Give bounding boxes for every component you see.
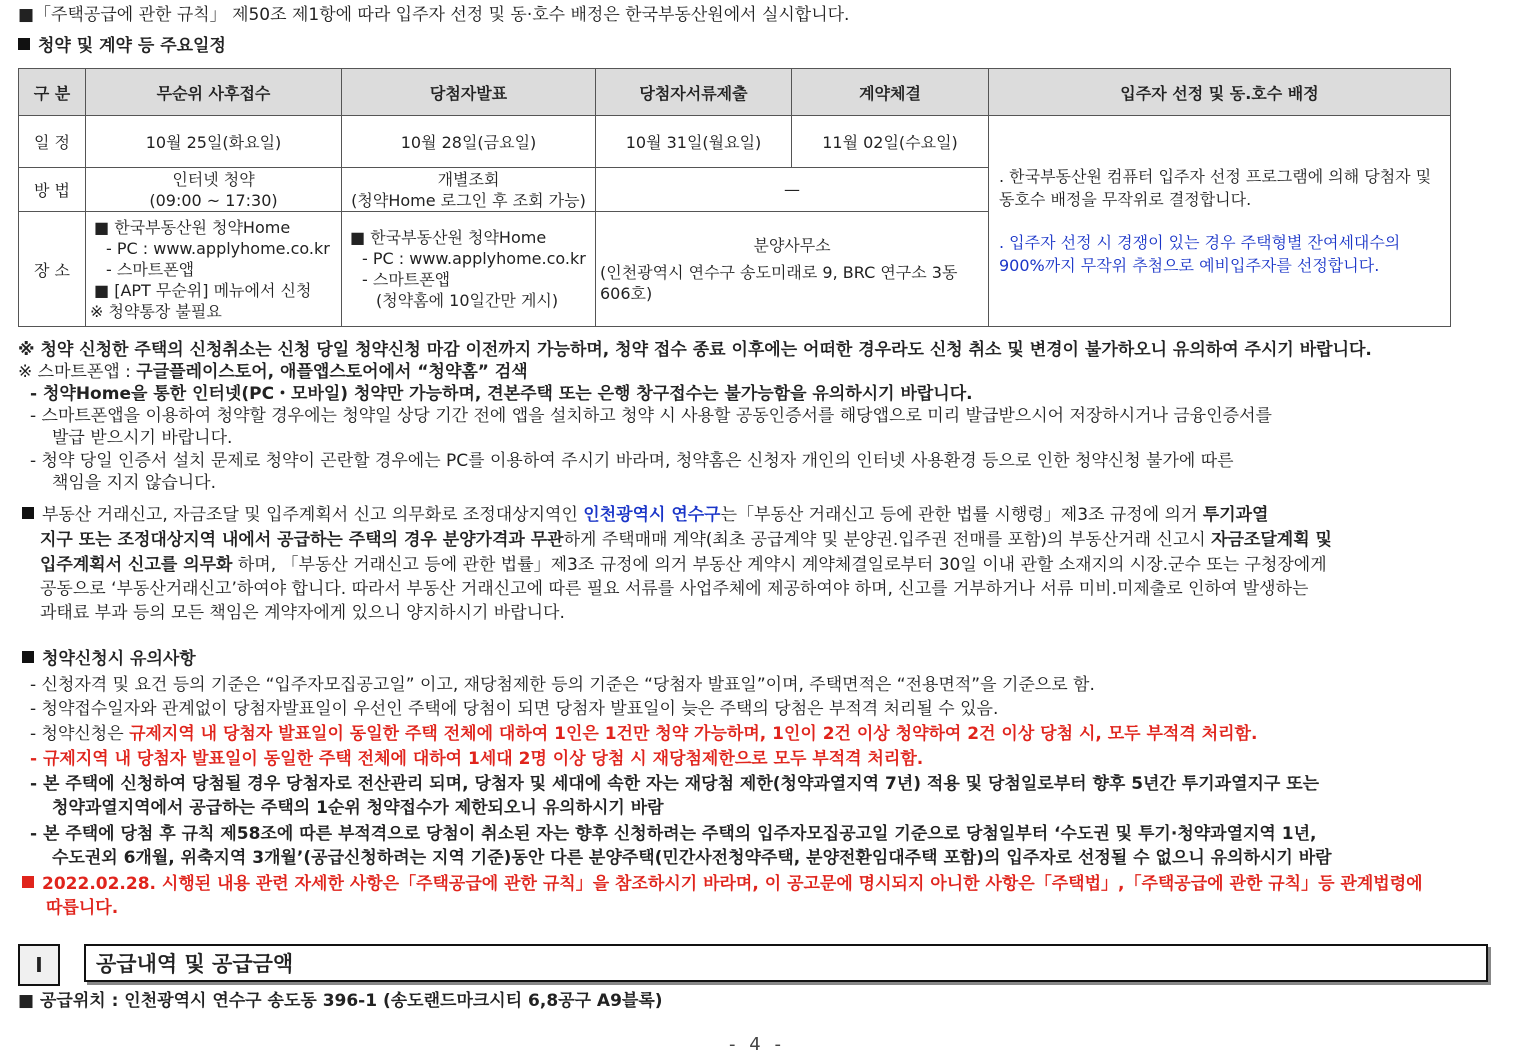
header-contract: 계약체결 [792,69,989,116]
realestate-text: 부동산 거래신고, 자금조달 및 입주계획서 신고 의무화로 조정대상지역인 [42,505,584,525]
bullet-square-icon [18,38,30,50]
bullet-square-icon [22,507,34,519]
assignment-cell [989,116,1451,327]
schedule-heading [18,35,226,57]
realestate-bold: 입주계획서 신고를 의무화 [40,555,233,575]
place-application-pc-link[interactable]: - PC : www.applyhome.co.kr [106,238,330,258]
supply-location: ■ 공급위치 : 인천광역시 연수구 송도동 396-1 (송도랜드마크시티 6,8공구 A9블록) [18,991,663,1011]
section-title: 공급내역 및 공급금액 [84,944,1488,982]
place-application-app: - 스마트폰앱 [106,259,195,279]
caution-5-cont: 청약과열지역에서 공급하는 주택의 1순위 청약접수가 제한되오니 유의하시기 바람 [52,798,664,818]
date-documents: 10월 31일(월요일) [596,116,792,168]
note-smartphone [18,361,528,383]
place-announcement-note: (청약홈에 10일간만 게시) [376,291,559,310]
date-application: 10월 25일(화요일) [86,116,342,168]
table-row-date [19,116,1451,168]
note-certificate-cont: 발급 받으시기 바랍니다. [52,428,233,448]
place-application-menu: ■ [APT 무순위] 메뉴에서 신청 [94,280,312,300]
place-announcement-app: - 스마트폰앱 [362,270,451,289]
place-application-line: ■ 한국부동산원 청약Home [94,217,291,237]
table-header-row [19,69,1451,116]
note-smartphone-label: ※ 스마트폰앱 : [18,362,137,382]
note-cancellation: ※ 청약 신청한 주택의 신청취소는 신청 당일 청약신청 마감 이전까지 가능하며, 청약 접수 종료 이후에는 어떠한 경우라도 신청 취소 및 변경이 불가하오니 유의하여 주시기 바랍니다. [18,340,1372,360]
caution-heading-text: 청약신청시 유의사항 [42,649,196,669]
method-announcement-line: 개별조회 [437,169,500,189]
place-office-address: (인천광역시 연수구 송도미래로 9, BRC 연구소 3동 [600,262,958,282]
method-application [86,168,342,212]
intro-text: ■「주택공급에 관한 규칙」 제50조 제1항에 따라 입주자 선정 및 동·호수 배정은 한국부동산원에서 실시합니다. [18,5,850,25]
schedule-heading-text: 청약 및 계약 등 주요일정 [38,36,226,56]
realestate-bold: 지구 또는 조정대상지역 내에서 공급하는 주택의 경우 분양가격과 무관 [40,530,564,550]
date-contract: 11월 02일(수요일) [792,116,989,168]
date-announcement: 10월 28일(금요일) [342,116,596,168]
realestate-line-3 [40,554,1327,576]
header-unranked-application: 무순위 사후접수 [86,69,342,116]
caution-3-lead: - 청약신청은 [30,724,130,744]
caution-7 [22,873,1423,895]
page-number: - 4 - [729,1034,785,1055]
row-label-date: 일 정 [19,116,86,168]
place-office-title: 분양사무소 [753,235,831,255]
caution-5: - 본 주택에 신청하여 당첨될 경우 당첨자로 전산관리 되며, 당첨자 및 세대에 속한 자는 재당첨 제한(청약과열지역 7년) 적용 및 당첨일로부터 향후 5년간 투기과열지구 또는 [30,774,1320,794]
row-label-method: 방 법 [19,168,86,212]
place-application [86,212,342,327]
realestate-text: 하게 주택매매 계약(최초 공급계약 및 분양권.입주권 전매를 포함)의 부동산거래 신고시 [563,530,1212,550]
realestate-line-5: 과태료 부과 등의 모든 책임은 계약자에게 있으니 양지하시기 바랍니다. [40,603,565,623]
row-label-place: 장 소 [19,212,86,327]
header-winner-announcement: 당첨자발표 [342,69,596,116]
place-application-note: ※ 청약통장 불필요 [90,301,222,321]
realestate-line-1 [22,504,1268,526]
realestate-text: 하며, 「부동산 거래신고 등에 관한 법률」제3조 규정에 의거 부동산 계약시 계약체결일로부터 30일 이내 관할 소재지의 시장.군수 또는 구청장에게 [232,555,1327,575]
caution-4: - 규제지역 내 당첨자 발표일이 동일한 주택 전체에 대하여 1세대 2명 이상 당첨 시 재당첨제한으로 모두 부적격 처리함. [30,749,924,769]
bullet-square-icon [22,876,34,888]
realestate-region: 인천광역시 연수구 [583,505,721,525]
caution-3-red: 규제지역 내 당첨자 발표일이 동일한 주택 전체에 대하여 1인은 1건만 청약 가능하며, 1인이 2건 이상 청약하여 2건 이상 당첨 시, 모두 부적격 처리함. [129,724,1258,744]
place-office [596,212,989,327]
note-certificate: - 스마트폰앱을 이용하여 청약할 경우에는 청약일 상당 기간 전에 앱을 설치하고 청약 시 사용할 공동인증서를 해당앱으로 미리 발급받으시어 저장하시거나 금융인증서를 [30,406,1272,426]
caution-6: - 본 주택에 당첨 후 규칙 제58조에 따른 부적격으로 당첨이 취소된 자는 향후 신청하려는 주택의 입주자모집공고일 기준으로 당첨일부터 ‘수도권 및 투기·청약과열지역 1년, [30,824,1317,844]
caution-7-text: 2022.02.28. 시행된 내용 관련 자세한 사항은「주택공급에 관한 규칙」을 참조하시기 바라며, 이 공고문에 명시되지 아니한 사항은「주택법」,「주택공급에 관한 규칙」등 관계법령에 [42,874,1423,894]
note-online-only: - 청약Home을 통한 인터넷(PC・모바일) 청약만 가능하며, 견본주택 또는 은행 창구접수는 불가능함을 유의하시기 바랍니다. [30,384,973,404]
method-application-line: 인터넷 청약 [172,169,255,189]
realestate-line-2 [40,529,1332,551]
note-pc-cont: 책임을 지지 않습니다. [52,473,217,493]
schedule-table [18,68,1451,327]
realestate-text: 는「부동산 거래신고 등에 관한 법률 시행령」제3조 규정에 의거 [720,505,1203,525]
realestate-line-4: 공동으로 ‘부동산거래신고’하여야 합니다. 따라서 부동산 거래신고에 따른 필요 서류를 사업주체에 제공하여야 하며, 신고를 거부하거나 서류 미비.미제출로 인하여 발생하는 [40,579,1309,599]
realestate-bold: 투기과열 [1202,505,1269,525]
note-pc: - 청약 당일 인증서 설치 문제로 청약이 곤란할 경우에는 PC를 이용하여 주시기 바라며, 청약홈은 신청자 개인의 인터넷 사용환경 등으로 인한 청약신청 불가에 따른 [30,451,1234,471]
caution-2: - 청약접수일자와 관계없이 당첨자발표일이 우선인 주택에 당첨이 되면 당첨자 발표일이 늦은 주택의 당첨은 부적격 처리될 수 있음. [30,699,999,719]
caution-6-cont: 수도권외 6개월, 위축지역 3개월’(공급신청하려는 지역 기준)동안 다른 분양주택(민간사전청약주택, 분양전환임대주택 포함)의 입주자로 선정될 수 없으니 유의하시기 바람 [52,848,1332,868]
place-announcement [342,212,596,327]
method-documents-contract: — [596,168,989,212]
method-announcement-detail: (청약Home 로그인 후 조회 가능) [351,190,586,210]
caution-3 [30,723,1257,745]
caution-7-cont: 따릅니다. [46,898,119,918]
header-document-submission: 당첨자서류제출 [596,69,792,116]
caution-1: - 신청자격 및 요건 등의 기준은 “입주자모집공고일” 이고, 재당첨제한 등의 기준은 “당첨자 발표일”이며, 주택면적은 “전용면적”을 기준으로 함. [30,675,1095,695]
header-assignment: 입주자 선정 및 동.호수 배정 [989,69,1451,116]
assignment-note-2: . 입주자 선정 시 경쟁이 있는 경우 주택형별 잔여세대수의 900%까지 무작위 추첨으로 예비입주자를 선정합니다. [999,233,1401,275]
note-smartphone-search: 구글플레이스토어, 애플앱스토어에서 “청약홈” 검색 [136,362,528,382]
bullet-square-icon [22,651,34,663]
header-category: 구 분 [19,69,86,116]
place-announcement-line: ■ 한국부동산원 청약Home [350,228,547,247]
assignment-note-1: . 한국부동산원 컴퓨터 입주자 선정 프로그램에 의해 당첨자 및 동호수 배정을 무작위로 결정합니다. [999,167,1432,209]
place-announcement-pc-link[interactable]: - PC : www.applyhome.co.kr [362,249,586,268]
place-office-address-unit: 606호) [600,283,653,303]
method-application-hours: (09:00 ~ 17:30) [149,190,278,210]
method-announcement [342,168,596,212]
caution-heading [22,648,196,670]
section-number: I [18,944,60,986]
realestate-bold: 자금조달계획 및 [1211,530,1332,550]
